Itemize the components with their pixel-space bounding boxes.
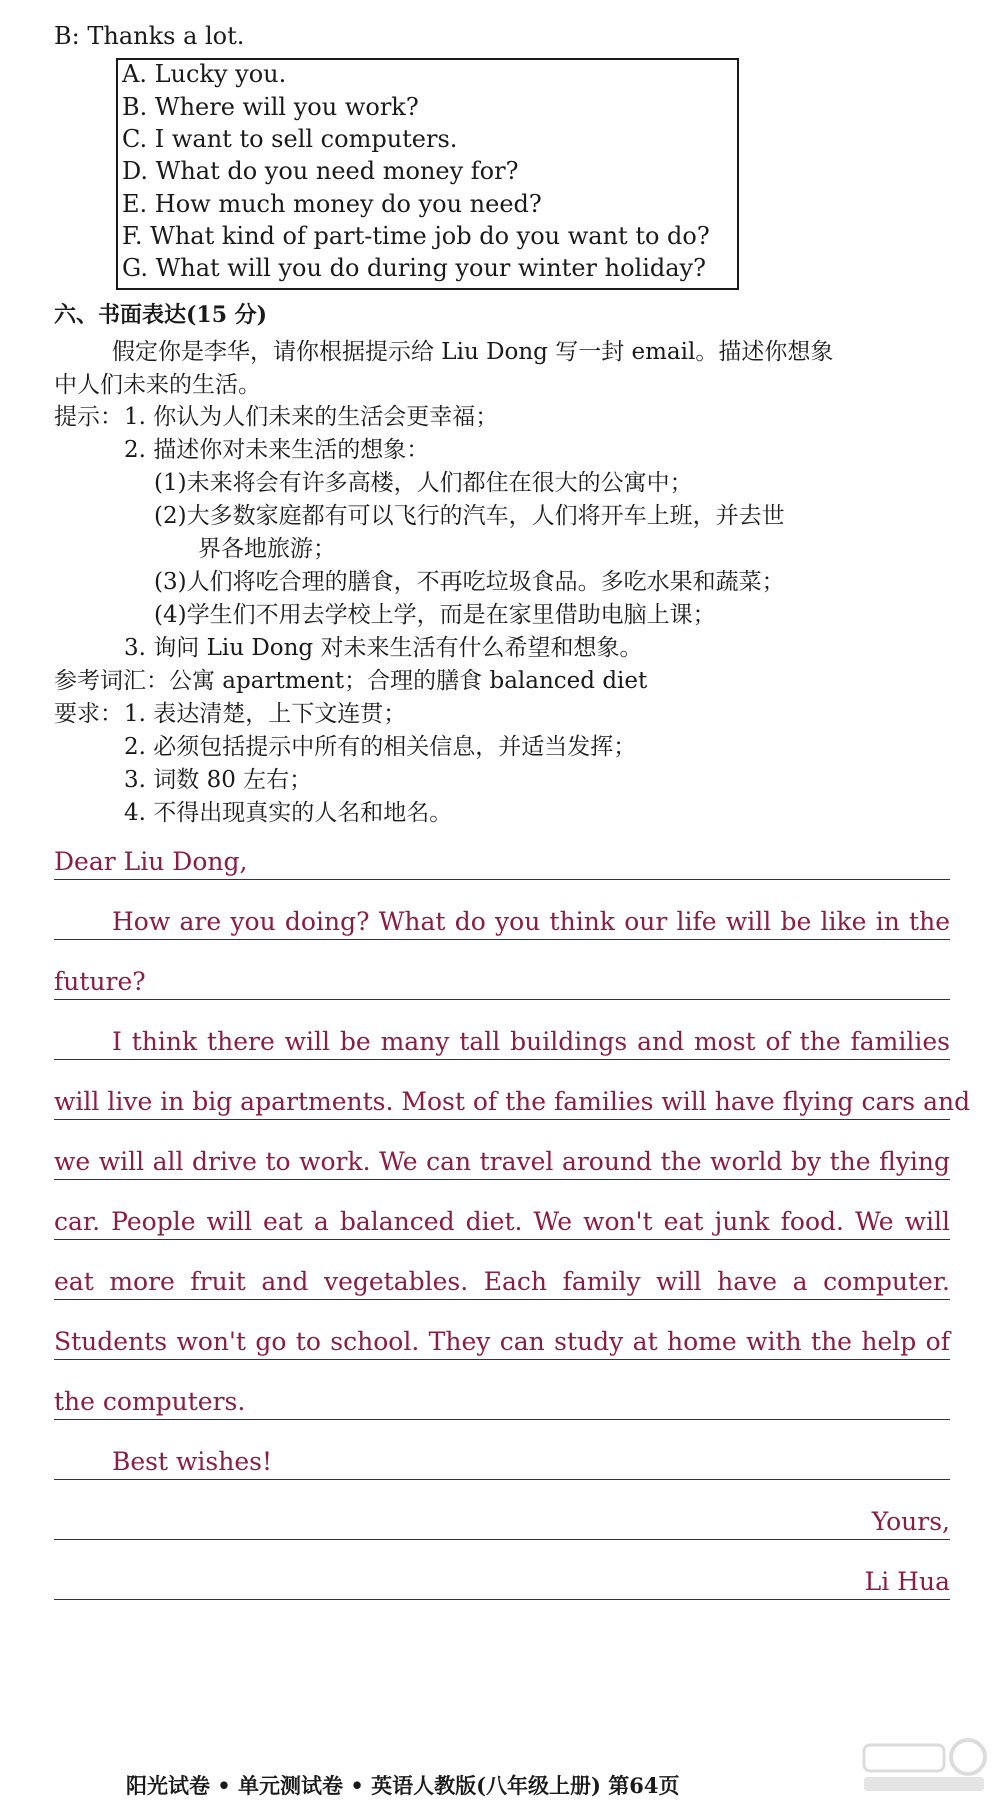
hint-2-sub-2-cont: 界各地旅游；	[198, 536, 336, 562]
answer-line: car. People will eat a balanced diet. We won't eat junk food. We will	[54, 1207, 950, 1236]
hint-2: 2. 描述你对未来生活的想象：	[124, 437, 430, 463]
answer-line: eat more fruit and vegetables. Each family will have a computer.	[54, 1267, 950, 1296]
writing-rule	[54, 1119, 950, 1120]
answer-greeting: Dear Liu Dong,	[54, 847, 248, 876]
option-g: G. What will you do during your winter holiday?	[122, 254, 706, 282]
writing-rule	[54, 1299, 950, 1300]
answer-line: How are you doing? What do you think our life will be like in the	[112, 907, 950, 936]
answer-closing: Best wishes!	[112, 1447, 272, 1476]
answer-line: I think there will be many tall buildings and most of the families	[112, 1027, 950, 1056]
section-title: 六、书面表达(15 分)	[54, 302, 268, 328]
answer-line: Students won't go to school. They can study at home with the help of	[54, 1327, 950, 1356]
option-e: E. How much money do you need?	[122, 190, 542, 218]
writing-rule	[54, 1239, 950, 1240]
prompt-line-1: 假定你是李华，请你根据提示给 Liu Dong 写一封 email。描述你想象	[112, 339, 834, 365]
writing-rule	[54, 1059, 950, 1060]
answer-line: the computers.	[54, 1387, 246, 1416]
answer-line: will live in big apartments. Most of the families will have flying cars and	[54, 1087, 971, 1116]
writing-rule	[54, 999, 950, 1000]
requirements-label: 要求：	[54, 701, 123, 727]
option-c: C. I want to sell computers.	[122, 125, 458, 153]
page-footer: 阳光试卷 • 单元测试卷 • 英语人教版(八年级上册) 第64页	[126, 1773, 680, 1798]
hints-label: 提示：	[54, 404, 123, 430]
hint-2-sub-2: (2)大多数家庭都有可以飞行的汽车，人们将开车上班，并去世	[154, 503, 785, 529]
option-f: F. What kind of part-time job do you want to do?	[122, 222, 710, 250]
requirement-1: 1. 表达清楚，上下文连贯；	[124, 701, 407, 727]
writing-rule	[54, 879, 950, 880]
answer-sign-off: Yours,	[871, 1507, 950, 1536]
watermark-logo	[860, 1735, 990, 1795]
vocab-line: 参考词汇：公寓 apartment；合理的膳食 balanced diet	[54, 668, 648, 694]
dialogue-line: B: Thanks a lot.	[54, 22, 245, 50]
option-b: B. Where will you work?	[122, 93, 419, 121]
requirement-4: 4. 不得出现真实的人名和地名。	[124, 800, 453, 826]
writing-rule	[54, 1179, 950, 1180]
writing-rule	[54, 1539, 950, 1540]
answer-line: we will all drive to work. We can travel around the world by the flying	[54, 1147, 950, 1176]
writing-rule	[54, 1599, 950, 1600]
answer-line: future?	[54, 967, 146, 996]
option-a: A. Lucky you.	[122, 60, 287, 88]
hint-2-sub-4: (4)学生们不用去学校上学，而是在家里借助电脑上课；	[154, 602, 716, 628]
hint-2-sub-1: (1)未来将会有许多高楼，人们都住在很大的公寓中；	[154, 470, 693, 496]
answer-signature: Li Hua	[864, 1567, 950, 1596]
writing-rule	[54, 1419, 950, 1420]
prompt-line-2: 中人们未来的生活。	[54, 372, 261, 398]
requirement-2: 2. 必须包括提示中所有的相关信息，并适当发挥；	[124, 734, 637, 760]
hint-1: 1. 你认为人们未来的生活会更幸福；	[124, 404, 499, 430]
requirement-3: 3. 词数 80 左右；	[124, 767, 313, 793]
writing-rule	[54, 1359, 950, 1360]
options-box	[116, 58, 739, 290]
option-d: D. What do you need money for?	[122, 157, 519, 185]
writing-rule	[54, 1479, 950, 1480]
writing-rule	[54, 939, 950, 940]
hint-2-sub-3: (3)人们将吃合理的膳食，不再吃垃圾食品。多吃水果和蔬菜；	[154, 569, 785, 595]
hint-3: 3. 询问 Liu Dong 对未来生活有什么希望和想象。	[124, 635, 643, 661]
